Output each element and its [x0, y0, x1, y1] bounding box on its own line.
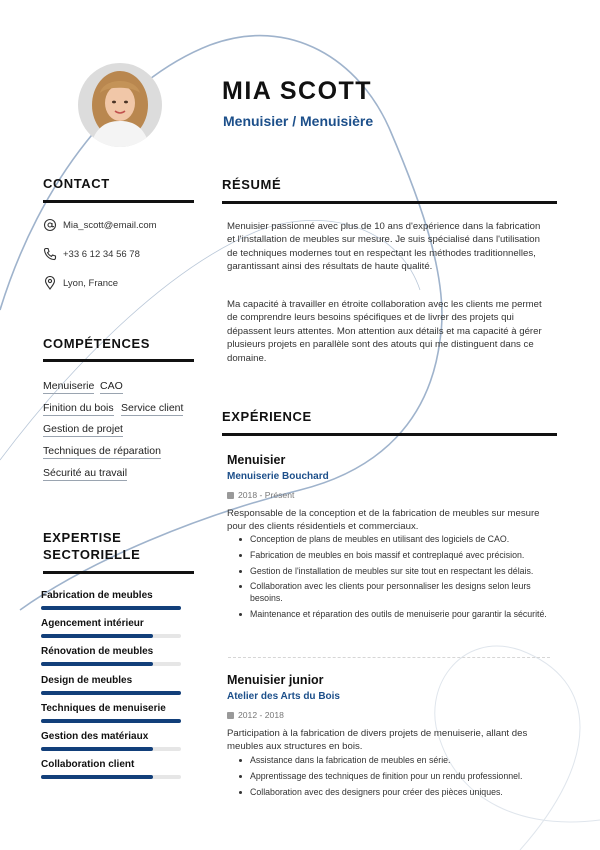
- expertise-bar-fill: [41, 634, 153, 638]
- job-bullets-2: [250, 755, 550, 802]
- expertise-bar-fill: [41, 719, 181, 723]
- skill-tag: Service client: [121, 402, 184, 414]
- job-bullets-1: [250, 534, 550, 625]
- expertise-label: Design de meubles: [41, 675, 133, 686]
- avatar: [78, 63, 162, 147]
- expertise-bar-track: [41, 719, 181, 723]
- expertise-label: Agencement intérieur: [41, 618, 144, 629]
- job-dates-1-text: 2018 - Présent: [238, 490, 295, 500]
- company-2: Atelier des Arts du Bois: [227, 691, 340, 702]
- expertise-heading-line1: EXPERTISE: [43, 530, 122, 545]
- at-icon: [43, 218, 57, 232]
- expertise-bar-track: [41, 747, 181, 751]
- list-item: Collaboration avec des designers pour créer des pièces uniques.: [250, 787, 550, 799]
- resume-paragraph-2: Ma capacité à travailler en étroite collaboration avec les clients me permet de comprendre leurs besoins spécifiques et de livrer des projets qui dépassent leurs attentes. Mon attention aux détails et ma capacité à gérer plusieurs projets en parallèle sont des atouts qui me distinguent dans ce domaine.: [227, 299, 542, 364]
- contact-phone-text: +33 6 12 34 56 78: [63, 248, 140, 260]
- contact-heading: CONTACT: [43, 176, 110, 191]
- expertise-bar-track: [41, 775, 181, 779]
- list-item: Apprentissage des techniques de finition pour un rendu professionnel.: [250, 771, 550, 783]
- job-summary-2: Participation à la fabrication de divers projets de menuiserie, allant des meubles aux structures en bois.: [227, 728, 528, 753]
- contact-rule: [43, 200, 194, 203]
- expertise-bar-track: [41, 691, 181, 695]
- expertise-bar-fill: [41, 662, 153, 666]
- calendar-icon: [227, 712, 234, 719]
- expertise-label: Fabrication de meubles: [41, 590, 153, 601]
- expertise-bar-fill: [41, 775, 153, 779]
- calendar-icon: [227, 492, 234, 499]
- contact-email-text: Mia_scott@email.com: [63, 219, 157, 231]
- job-dates-1: [227, 490, 294, 500]
- expertise-heading-line2: SECTORIELLE: [43, 547, 141, 562]
- expertise-label: Collaboration client: [41, 759, 135, 770]
- company-1: Menuiserie Bouchard: [227, 471, 329, 482]
- skill-tag: Techniques de réparation: [43, 445, 161, 457]
- resume-heading: RÉSUMÉ: [222, 177, 282, 192]
- expertise-bar-fill: [41, 691, 181, 695]
- expertise-bar-track: [41, 662, 181, 666]
- job-dates-2: [227, 710, 284, 720]
- list-item: Gestion de l'installation de meubles sur site tout en respectant les délais.: [250, 566, 550, 578]
- job-separator: [228, 657, 550, 658]
- portrait-photo-icon: [78, 63, 162, 147]
- expertise-label: Gestion des matériaux: [41, 731, 149, 742]
- expertise-bar-track: [41, 634, 181, 638]
- job-title-2: Menuisier junior: [227, 673, 324, 687]
- expertise-bar-fill: [41, 747, 153, 751]
- phone-icon: [43, 247, 57, 261]
- job-title: Menuisier / Menuisière: [223, 113, 374, 129]
- contact-email[interactable]: [43, 216, 157, 234]
- list-item: Assistance dans la fabrication de meubles en série.: [250, 755, 550, 767]
- location-pin-icon: [43, 276, 57, 290]
- list-item: Maintenance et réparation des outils de menuiserie pour garantir la sécurité.: [250, 609, 550, 621]
- skill-tag: Gestion de projet: [43, 423, 123, 435]
- expertise-bar-track: [41, 606, 181, 610]
- full-name: MIA SCOTT: [222, 77, 373, 105]
- job-summary-1: Responsable de la conception et de la fabrication de meubles sur mesure pour des clients résidentiels et commerciaux.: [227, 508, 540, 533]
- skill-tag: CAO: [100, 380, 123, 392]
- experience-rule: [222, 433, 557, 436]
- resume-paragraph-1: Menuisier passionné avec plus de 10 ans d'expérience dans la fabrication et l'installation de meubles sur mesure. Je suis spécialisé dans l'utilisation de techniques modernes tout en respectant les méthodes traditionnelles, garantissant ainsi des résultats de haute qualité.: [227, 221, 541, 273]
- contact-phone[interactable]: [43, 245, 140, 263]
- skills-rule: [43, 359, 194, 362]
- expertise-bar-fill: [41, 606, 181, 610]
- resume-rule: [222, 201, 557, 204]
- list-item: Conception de plans de meubles en utilisant des logiciels de CAO.: [250, 534, 550, 546]
- skill-tag: Sécurité au travail: [43, 467, 128, 479]
- contact-location: [43, 274, 118, 292]
- job-dates-2-text: 2012 - 2018: [238, 710, 284, 720]
- skill-tag: Finition du bois: [43, 402, 114, 414]
- list-item: Fabrication de meubles en bois massif et contreplaqué avec précision.: [250, 550, 550, 562]
- expertise-label: Techniques de menuiserie: [41, 703, 166, 714]
- expertise-rule: [43, 571, 194, 574]
- job-title-1: Menuisier: [227, 453, 286, 467]
- skills-heading: COMPÉTENCES: [43, 336, 151, 351]
- expertise-label: Rénovation de meubles: [41, 646, 154, 657]
- experience-heading: EXPÉRIENCE: [222, 409, 312, 424]
- contact-location-text: Lyon, France: [63, 277, 119, 289]
- list-item: Collaboration avec les clients pour personnaliser les designs selon leurs besoins.: [250, 581, 550, 605]
- skill-tag: Menuiserie: [43, 380, 95, 392]
